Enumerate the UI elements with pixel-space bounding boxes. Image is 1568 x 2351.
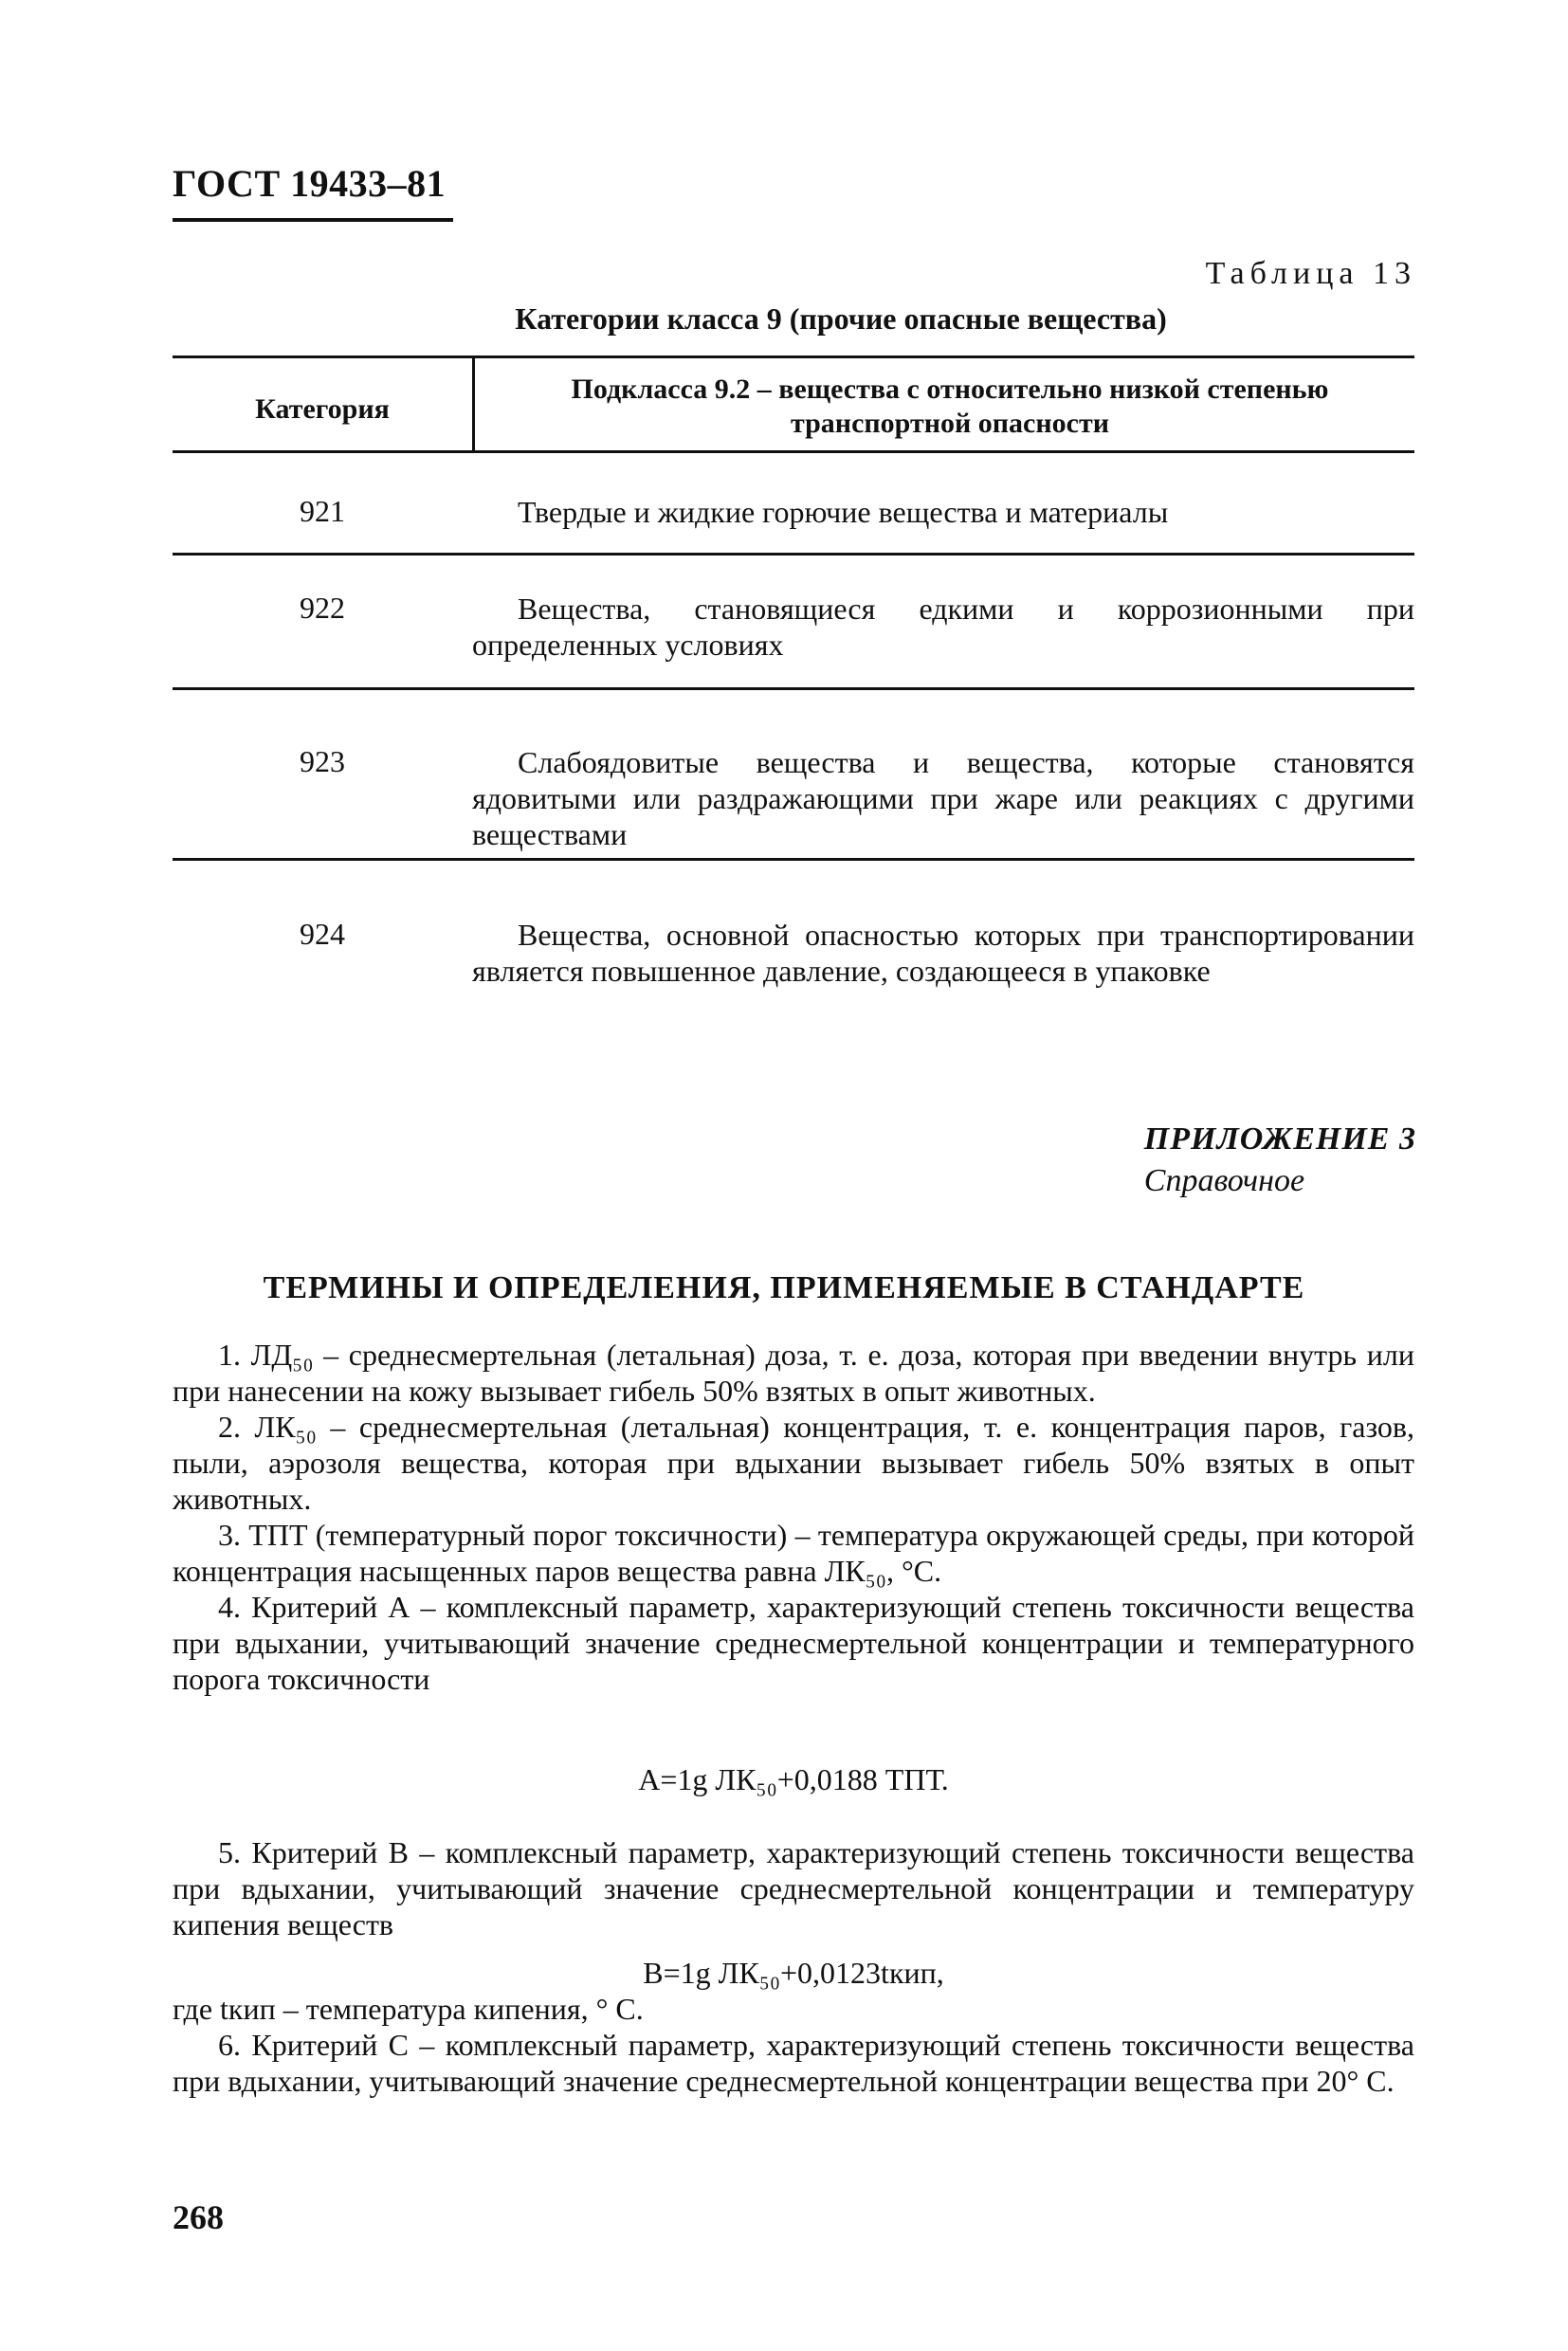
table-header-rule: [173, 450, 1414, 453]
appendix-subtitle: Справочное: [1143, 1163, 1305, 1198]
row-rule: [173, 687, 1414, 690]
page-number: 268: [173, 2198, 224, 2236]
term-item-4: 4. Критерий А – комплексный параметр, характеризующий степень токсичности вещества при вдыхании, учитывающий значение среднесмертельной концентрации и температурного порога токсичности: [173, 1590, 1414, 1696]
standard-code: ГОСТ 19433–81: [173, 162, 447, 205]
terms-block-1: [173, 1337, 1414, 1697]
term-item-2: 2. ЛК₅₀ – среднесмертельная (летальная) концентрация, т. е. концентрация паров, газов, пыли, аэрозоля вещества, которая при вдыхании вызывает гибель 50% взятых в опыт животных.: [173, 1410, 1414, 1516]
appendix-title: ПРИЛОЖЕНИЕ 3: [1143, 1121, 1416, 1157]
column-header-subclass: Подкласса 9.2 – вещества с относительно низкой степенью транспортной опасности: [571, 374, 1329, 439]
table-label: Таблица 13: [1205, 256, 1416, 291]
term-item-6: 6. Критерий С – комплексный параметр, характеризующий степень токсичности вещества при вдыхании, учитывающий значение среднесмертельной концентрации вещества при 20° С.: [173, 2028, 1414, 2098]
header-underline: [173, 218, 453, 222]
formula-b-where: где tкип – температура кипения, ° С.: [173, 1992, 644, 2026]
row-code-924: 924: [300, 917, 345, 951]
appendix-block: [1144, 1119, 1416, 1202]
row-code-921: 921: [300, 494, 345, 528]
term-item-1: 1. ЛД₅₀ – среднесмертельная (летальная) доза, т. е. доза, которая при введении внутрь или при нанесении на кожу вызывает гибель 50% взятых в опыт животных.: [173, 1338, 1414, 1408]
row-description-922: Вещества, становящиеся едкими и коррозионными при определенных условиях: [472, 592, 1414, 662]
row-description-924: Вещества, основной опасностью которых при транспортировании является повышенное давление, создающееся в упаковке: [472, 918, 1414, 988]
formula-b-block: [173, 1955, 1414, 2099]
row-code-922: 922: [300, 591, 345, 625]
row-code-923: 923: [300, 744, 345, 778]
formula-a-block: [173, 1761, 1414, 1797]
table-title: Категории класса 9 (прочие опасные вещества): [515, 301, 1167, 336]
row-rule: [173, 553, 1414, 556]
formula-b: В=1g ЛК₅₀+0,0123tкип,: [643, 1956, 944, 1990]
row-description-923: Слабоядовитые вещества и вещества, которые становятся ядовитыми или раздражающими при жаре или реакциях с другими веществами: [472, 745, 1414, 851]
section-title: ТЕРМИНЫ И ОПРЕДЕЛЕНИЯ, ПРИМЕНЯЕМЫЕ В СТАНДАРТЕ: [263, 1270, 1305, 1305]
row-description-921: Твердые и жидкие горючие вещества и материалы: [518, 495, 1169, 529]
header-column-divider: [472, 355, 475, 450]
terms-block-2: [173, 1834, 1414, 1942]
term-item-5: 5. Критерий В – комплексный параметр, характеризующий степень токсичности вещества при вдыхании, учитывающий значение среднесмертельной концентрации и температуру кипения веществ: [173, 1835, 1414, 1941]
formula-a: А=1g ЛК₅₀+0,0188 ТПТ.: [638, 1762, 949, 1796]
table-title-wrap: [0, 301, 1568, 337]
table-top-rule: [173, 355, 1414, 358]
column-header-category: Категория: [255, 393, 390, 425]
term-item-3: 3. ТПТ (температурный порог токсичности) – температура окружающей среды, при которой концентрация насыщенных паров вещества равна ЛК₅₀, °С.: [173, 1518, 1414, 1588]
row-rule: [173, 858, 1414, 861]
